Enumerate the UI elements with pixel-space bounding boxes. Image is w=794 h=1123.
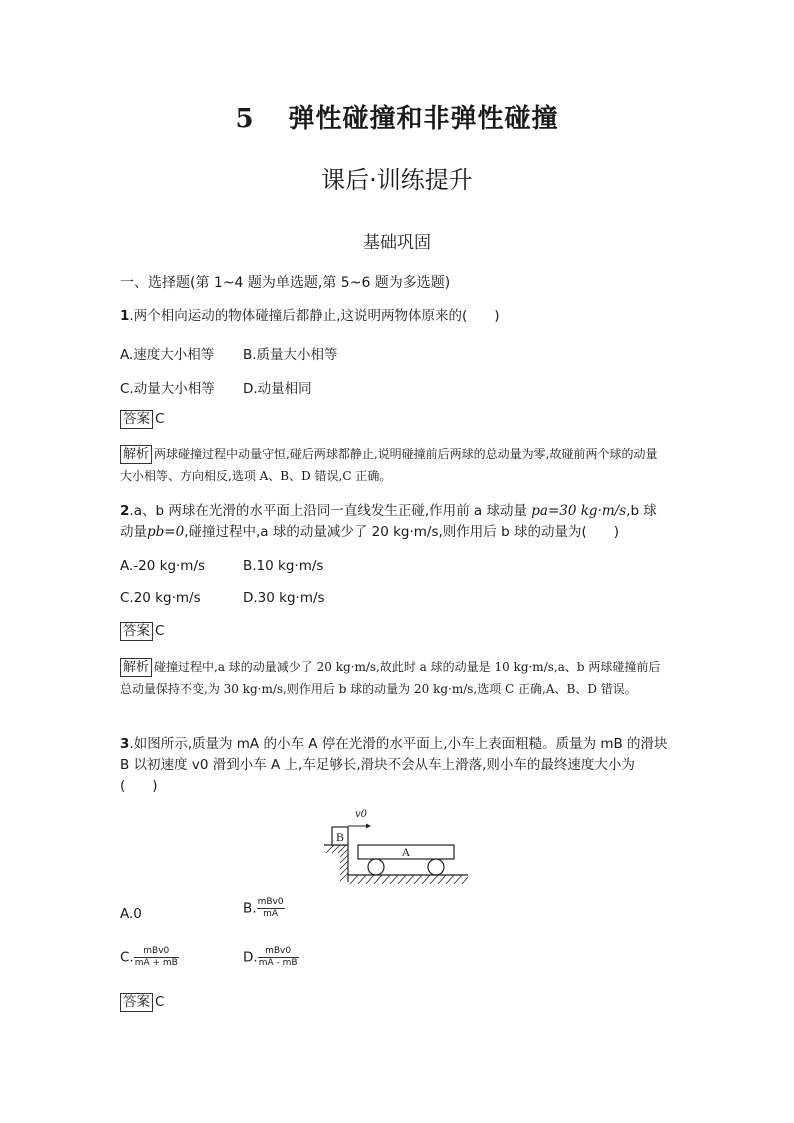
cart-wheel-right: [428, 859, 444, 875]
analysis-tag: 解析: [120, 658, 152, 677]
question-number: 1: [120, 308, 130, 324]
option-c: [120, 946, 179, 969]
part-heading: 一、选择题(第 1~4 题为单选题,第 5~6 题为多选题): [120, 275, 451, 291]
answer-row: [120, 410, 164, 429]
analysis-text: 两球碰撞过程中动量守恒,碰后两球都静止,说明碰撞前后两球的总动量为零,故碰前两个球的动量大小相等、方向相反,选项 A、B、D 错误,C 正确。: [120, 447, 658, 483]
fraction-denominator: mA - mB: [258, 958, 298, 968]
option-a: A.0: [120, 906, 142, 922]
question-1: [120, 306, 500, 327]
fraction-numerator: mBv0: [257, 897, 284, 907]
page-title: [0, 98, 794, 135]
fraction: [257, 897, 285, 920]
fraction: [134, 946, 179, 969]
option-b: [243, 897, 285, 920]
question-text-part: ,碰撞过程中,a 球的动量减少了 20 kg·m/s,则作用后 b 球的动量为( ): [184, 524, 619, 540]
option-b: B.10 kg·m/s: [243, 558, 324, 574]
arrow-head: [366, 824, 371, 829]
fraction: [258, 946, 299, 969]
option-d: [243, 946, 299, 969]
analysis-text: 碰撞过程中,a 球的动量减少了 20 kg·m/s,故此时 a 球的动量是 10 kg·m/s,a、b 两球碰撞前后总动量保持不变,为 30 kg·m/s,则作用后 b 球的动量为 20 kg·m/s,选项 C 正确,A、B、D 错误。: [120, 660, 661, 696]
lesson-title: 弹性碰撞和非弹性碰撞: [288, 104, 559, 134]
answer-value: C: [155, 411, 165, 427]
answer-row: [120, 622, 164, 641]
section-heading: 基础巩固: [363, 233, 431, 253]
cart-block-figure: [318, 800, 470, 886]
answer-value: C: [155, 994, 165, 1010]
answer-row: [120, 993, 164, 1012]
analysis-block: [120, 656, 668, 700]
option-c: C.动量大小相等: [120, 381, 215, 397]
option-d: D.动量相同: [243, 381, 312, 397]
answer-tag: 答案: [120, 410, 153, 429]
block-label: B: [335, 830, 345, 844]
question-number: 2: [120, 503, 130, 519]
answer-value: C: [155, 623, 165, 639]
question-3: [120, 734, 668, 797]
cart-label: A: [401, 845, 411, 859]
question-2: [120, 501, 668, 543]
fraction-denominator: mA + mB: [134, 958, 178, 968]
analysis-block: [120, 443, 668, 487]
page-subtitle: 课后·训练提升: [321, 166, 473, 194]
question-text-part: ,b 球动量: [120, 503, 657, 540]
question-number: 3: [120, 736, 130, 752]
option-b: B.质量大小相等: [243, 347, 338, 363]
analysis-tag: 解析: [120, 445, 152, 464]
answer-tag: 答案: [120, 622, 153, 641]
ledge-hatch: [326, 845, 348, 881]
momentum-b: pb=0: [147, 524, 185, 540]
option-c: C.20 kg·m/s: [120, 590, 201, 606]
ground-hatch: [350, 875, 468, 884]
option-d: D.30 kg·m/s: [243, 590, 325, 606]
option-a: A.-20 kg·m/s: [120, 558, 206, 574]
answer-paren: ( ): [120, 778, 158, 794]
option-prefix: D.: [243, 949, 258, 966]
velocity-label: v0: [354, 809, 368, 820]
question-text-part: .a、b 两球在光滑的水平面上沿同一直线发生正碰,作用前 a 球动量: [129, 503, 532, 519]
fraction-numerator: mBv0: [258, 946, 299, 958]
question-text: .两个相向运动的物体碰撞后都静止,这说明两物体原来的( ): [129, 308, 500, 324]
option-a: A.速度大小相等: [120, 347, 215, 363]
momentum-a: pa=30 kg·m/s: [531, 503, 627, 519]
answer-tag: 答案: [120, 993, 153, 1012]
question-text: .如图所示,质量为 mA 的小车 A 停在光滑的水平面上,小车上表面粗糙。质量为 mB 的滑块 B 以初速度 v0 滑到小车 A 上,车足够长,滑块不会从车上滑落,则小车的最终速度大小为: [120, 736, 668, 773]
cart-wheel-left: [368, 859, 384, 875]
option-prefix: B.: [243, 900, 257, 917]
fraction-numerator: mBv0: [134, 946, 179, 958]
lesson-number: 5: [235, 104, 255, 134]
option-prefix: C.: [120, 949, 134, 966]
fraction-denominator: mA: [263, 909, 279, 919]
